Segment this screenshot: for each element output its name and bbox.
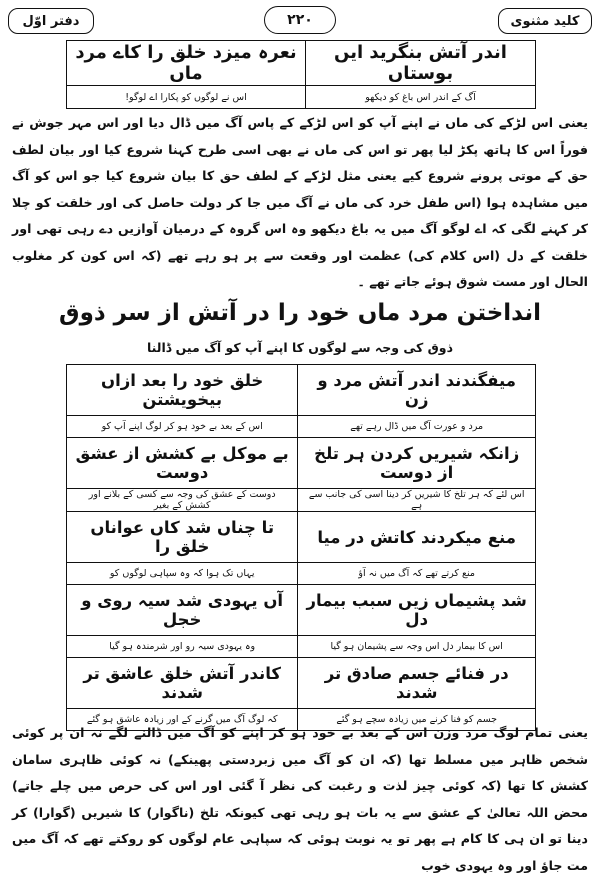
page-header — [8, 6, 592, 36]
verse-row — [67, 512, 536, 563]
translation-row — [67, 563, 536, 585]
translation-first: دوست کے عشق کی وجہ سے کسی کے بلانے اور کشش کے بغیر — [67, 489, 298, 512]
translation-second: اس لئے کہ ہر تلخ کا شیریں کر دینا اسی کی جانب سے ہے — [298, 489, 536, 512]
verse-row — [67, 365, 536, 416]
verse-second-hemistich: شد پشیماں زیں سبب بیمار دل — [298, 585, 536, 636]
translation-second: منع کرتے تھے کہ آگ میں نہ آؤ — [298, 563, 536, 585]
verse-first-hemistich: نعرہ میزد خلق را کاے مرد ماں — [67, 41, 306, 86]
verse-second-hemistich: در فنائے جسم صادق تر شدند — [298, 658, 536, 709]
translation-second: جسم کو فنا کرنے میں زیادہ سچے ہو گئے — [298, 709, 536, 731]
verse-row — [67, 658, 536, 709]
translation-row — [67, 636, 536, 658]
verse-second-hemistich: منع میکردند کاتش در میا — [298, 512, 536, 563]
verse-row — [67, 585, 536, 636]
translation-first: وہ یہودی سیہ رو اور شرمندہ ہو گیا — [67, 636, 298, 658]
page-number: ۲۲۰ — [264, 6, 336, 34]
translation-first: یہاں تک ہوا کہ وہ سپاہی لوگوں کو — [67, 563, 298, 585]
opening-verse-table — [66, 40, 536, 109]
volume-label: دفتر اوّل — [8, 8, 94, 34]
verse-second-hemistich: میفگندند اندر آتش مرد و زن — [298, 365, 536, 416]
translation-second: مرد و عورت آگ میں ڈال رہے تھے — [298, 416, 536, 438]
verse-first-hemistich: خلق خود را بعد ازاں بیخویشتن — [67, 365, 298, 416]
section-subheading: ذوق کی وجہ سے لوگوں کا اپنے آپ کو آگ میں ڈالنا — [146, 340, 453, 355]
translation-row — [67, 416, 536, 438]
verses-table — [66, 364, 536, 731]
translation-first: کہ لوگ آگ میں گرنے کے اور زیادہ عاشق ہو گئے — [67, 709, 298, 731]
section-heading: انداختن مرد ماں خود را در آتش از سر ذوق — [59, 300, 541, 326]
verse-first-hemistich: بے موکل بے کشش از عشق دوست — [67, 438, 298, 489]
translation-second: آگ کے اندر اس باغ کو دیکھو — [305, 86, 535, 109]
verse-second-hemistich: زانکہ شیریں کردن ہر تلخ از دوست — [298, 438, 536, 489]
commentary-paragraph: یعنی اس لڑکے کی ماں نے اپنے آپ کو اس لڑکے کے پاس آگ میں ڈال دیا اور اس مہر جوش نے فوراً اس کا ہاتھ پکڑ لیا پھر تو اس کی ماں نے بھی اسی طرح کہنا شروع کیا اور بیان لطف حق کے موتی پرونے شروع کیے یعنی مثل لڑکے کے لطف حق کا بیان شروع کیا جو اس کو آگ میں مشاہدہ ہوا (اس طفل خرد کی ماں نے آگ میں جا کر دولت حاصل کی اور خلقت کو چلا کر کہنے لگی کہ اے لوگو آگ میں یہ باغ دیکھو وہ اس گروہ کے درمیان آوازیں دے رہی تھی اور خلقت کے دل (اس کلام کی) عظمت اور وقعت سے پر ہو رہے تھے (کہ اس کون کر مغلوب الحال اور مست شوق ہوئے جاتے تھے ۔ — [12, 115, 588, 289]
closing-commentary-paragraph: یعنی تمام لوگ مرد وزن اس کے بعد بے خود ہو کر اپنے کو آگ میں ڈالنے لگے نہ ان پر کوئی شخص ظاہر میں مسلط تھا (کہ ان کو آگ میں زبردستی پھینکے) نہ کوئی ظاہری سامان کشش کا تھا (کہ کوئی چیز لذت و رغبت کی نظر آ گئی اور اس کی حرص میں چلے جاتے) محض اللہ تعالیٰ کے عشق سے یہ بات ہو رہی تھی کیونکہ تلخ (ناگوار) کا شیریں (گوارا) کر دینا تو ان ہی کا کام ہے پھر تو یہ نوبت ہوئی کہ سپاہی عام لوگوں کو روکتے تھے کہ آگ میں مت جاؤ اور وہ یہودی خوب — [12, 725, 588, 873]
translation-first: اس نے لوگوں کو پکارا اے لوگو! — [67, 86, 306, 109]
translation-second: اس کا بیمار دل اس وجہ سے پشیمان ہو گیا — [298, 636, 536, 658]
book-title: کلید مثنوی — [498, 8, 592, 34]
translation-row — [67, 489, 536, 512]
translation-first: اس کے بعد بے خود ہو کر لوگ اپنے آپ کو — [67, 416, 298, 438]
verse-first-hemistich: آں یہودی شد سیہ روی و خجل — [67, 585, 298, 636]
verse-second-hemistich: اندر آتش بنگرید ایں بوستاں — [305, 41, 535, 86]
verse-first-hemistich: کاندر آتش خلق عاشق تر شدند — [67, 658, 298, 709]
verse-row — [67, 438, 536, 489]
verse-first-hemistich: تا چناں شد کاں عواناں خلق را — [67, 512, 298, 563]
